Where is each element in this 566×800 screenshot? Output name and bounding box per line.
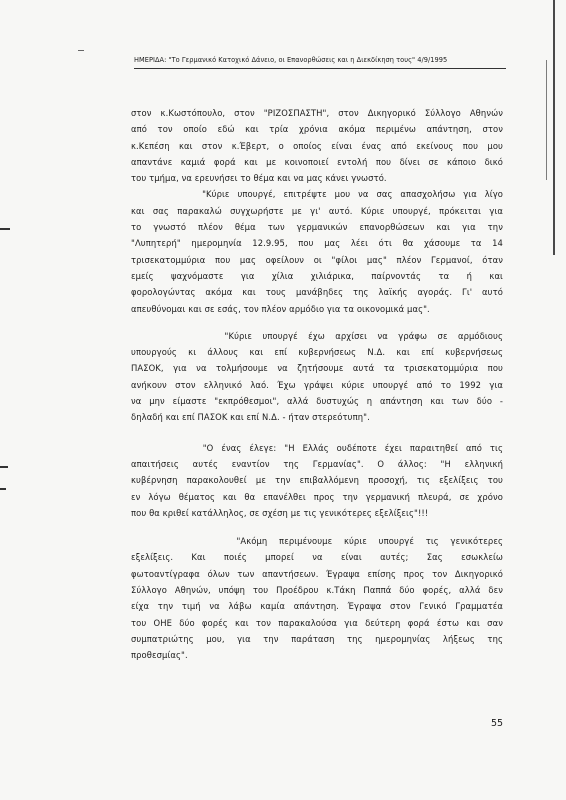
body-text <box>131 105 503 664</box>
text-line: "Λυπητερή" ημερομηνία 12.9.95, που μας λέει ότι θα χάσουμε τα 14 <box>131 238 503 249</box>
text-line: κ.Κεπέση και στον κ.Έβερτ, ο οποίος είναι ένας από εκείνους που μου <box>131 140 503 151</box>
text-line: φορολογώντας ακόμα και τους μανάβηδες της λαϊκής αγοράς. Γι' αυτό <box>131 287 503 298</box>
text-line: εν λόγω θέματος και θα επανέλθει προς την γερμανική πλευρά, σε χρόνο <box>131 491 503 502</box>
paragraph-3 <box>131 328 503 426</box>
text-line: συμπατριώτης μου, για την παράταση της ημερομηνίας λήξεως της <box>131 633 503 644</box>
margin-mark <box>0 466 8 468</box>
scan-artifact-line-secondary <box>546 60 547 180</box>
text-line: το γνωστό πλέον θέμα των γερμανικών επανορθώσεων και για την <box>131 222 503 233</box>
text-line: φωτοαντίγραφα όλων των απαντήσεων. Έγραψα επίσης προς τον Δικηγορικό <box>131 568 503 579</box>
paragraph-1 <box>131 105 503 186</box>
scan-artifact-dot <box>78 50 84 51</box>
text-line: από τον οποίο εδώ και τρία χρόνια ακόμα περιμένω απάντηση, στον <box>131 124 503 135</box>
text-line: και σας παρακαλώ συγχωρήστε με γι' αυτό. Κύριε υπουργέ, πρόκειται για <box>131 205 503 216</box>
paragraph-5 <box>131 533 503 663</box>
text-line: κυβέρνηση παρακολουθεί με την επιβαλλόμενη προσοχή, τις εξελίξεις του <box>131 475 503 486</box>
margin-mark <box>0 488 6 490</box>
text-line: "Ακόμη περιμένουμε κύριε υπουργέ τις γενικότερες <box>131 536 503 547</box>
text-line: "Κύριε υπουργέ έχω αρχίσει να γράφω σε αρμόδιους <box>131 330 503 341</box>
text-line: του ΟΗΕ δύο φορές και τον παρακαλούσα για δεύτερη φορά έστω και σαν <box>131 617 503 628</box>
text-line: εμείς ψαχνόμαστε για χίλια χιλιάρικα, παίρνοντάς τα ή και <box>131 270 503 281</box>
text-line: υπουργούς κι άλλους και επί κυβερνήσεως Ν.Δ. και επί κυβερνήσεως <box>131 347 503 358</box>
text-line: του τμήμα, να ερευνήσει το θέμα και να μας κάνει γνωστό. <box>131 173 387 184</box>
text-line: απαντάνε καμιά φορά και με κοινοποιεί εντολή που δίνει σε κάποιο δικό <box>131 156 503 167</box>
page-number: 55 <box>491 718 504 729</box>
paragraph-4 <box>131 440 503 521</box>
text-line: είχα την τιμή να λάβω καμία απάντηση. Έγραψα στον Γενικό Γραμματέα <box>131 601 503 612</box>
running-header: ΗΜΕΡΙΔΑ: "Το Γερμανικό Κατοχικό Δάνειο, οι Επανορθώσεις και η Διεκδίκηση τους" 4/9/1995 <box>134 56 448 64</box>
margin-mark <box>0 228 10 230</box>
paragraph-2 <box>131 186 503 316</box>
text-line: τρισεκατομμύρια που μας οφείλουν οι "φίλοι μας" πλέον Γερμανοί, όταν <box>131 254 503 265</box>
text-line: Σύλλογο Αθηνών, υπόψη του Προέδρου κ.Τάκη Παππά δύο φορές, αλλά δεν <box>131 585 503 596</box>
text-line: να μην είμαστε "εκπρόθεσμοι", αλλά δυστυχώς η απάντηση και των δύο - <box>131 396 503 407</box>
text-line: στον κ.Κωστόπουλο, στον "ΡΙΖΟΣΠΑΣΤΗ", στον Δικηγορικό Σύλλογο Αθηνών <box>131 108 503 118</box>
text-line: απευθύνομαι και σε εσάς, τον πλέον αρμόδιο για τα οικονομικά μας". <box>131 303 430 314</box>
scan-artifact-line <box>553 0 555 255</box>
text-line: απαιτήσεις αυτές εναντίον της Γερμανίας". Ο άλλος: "Η ελληνική <box>131 458 503 469</box>
text-line: που θα κριθεί κατάλληλος, σε σχέση με τις γενικότερες εξελίξεις"!!! <box>131 507 429 518</box>
text-line: "Ο ένας έλεγε: "Η Ελλάς ουδέποτε έχει παραιτηθεί από τις <box>131 442 503 453</box>
text-line: "Κύριε υπουργέ, επιτρέψτε μου να σας απασχολήσω για λίγο <box>131 189 503 200</box>
header-rule <box>134 68 506 69</box>
text-line: δηλαδή και επί ΠΑΣΟΚ και επί Ν.Δ. - ήταν στερεότυπη". <box>131 412 370 423</box>
text-line: ανήκουν στον ελληνικό λαό. Έχω γράψει κύριε υπουργέ από το 1992 για <box>131 379 503 390</box>
text-line: εξελίξεις. Και ποιές μπορεί να είναι αυτές; Σας εσωκλείω <box>131 552 503 563</box>
text-line: ΠΑΣΟΚ, για να τολμήσουμε να ζητήσουμε αυτά τα τρισεκατομμύρια που <box>131 363 503 374</box>
text-line: προθεσμίας". <box>131 650 188 661</box>
